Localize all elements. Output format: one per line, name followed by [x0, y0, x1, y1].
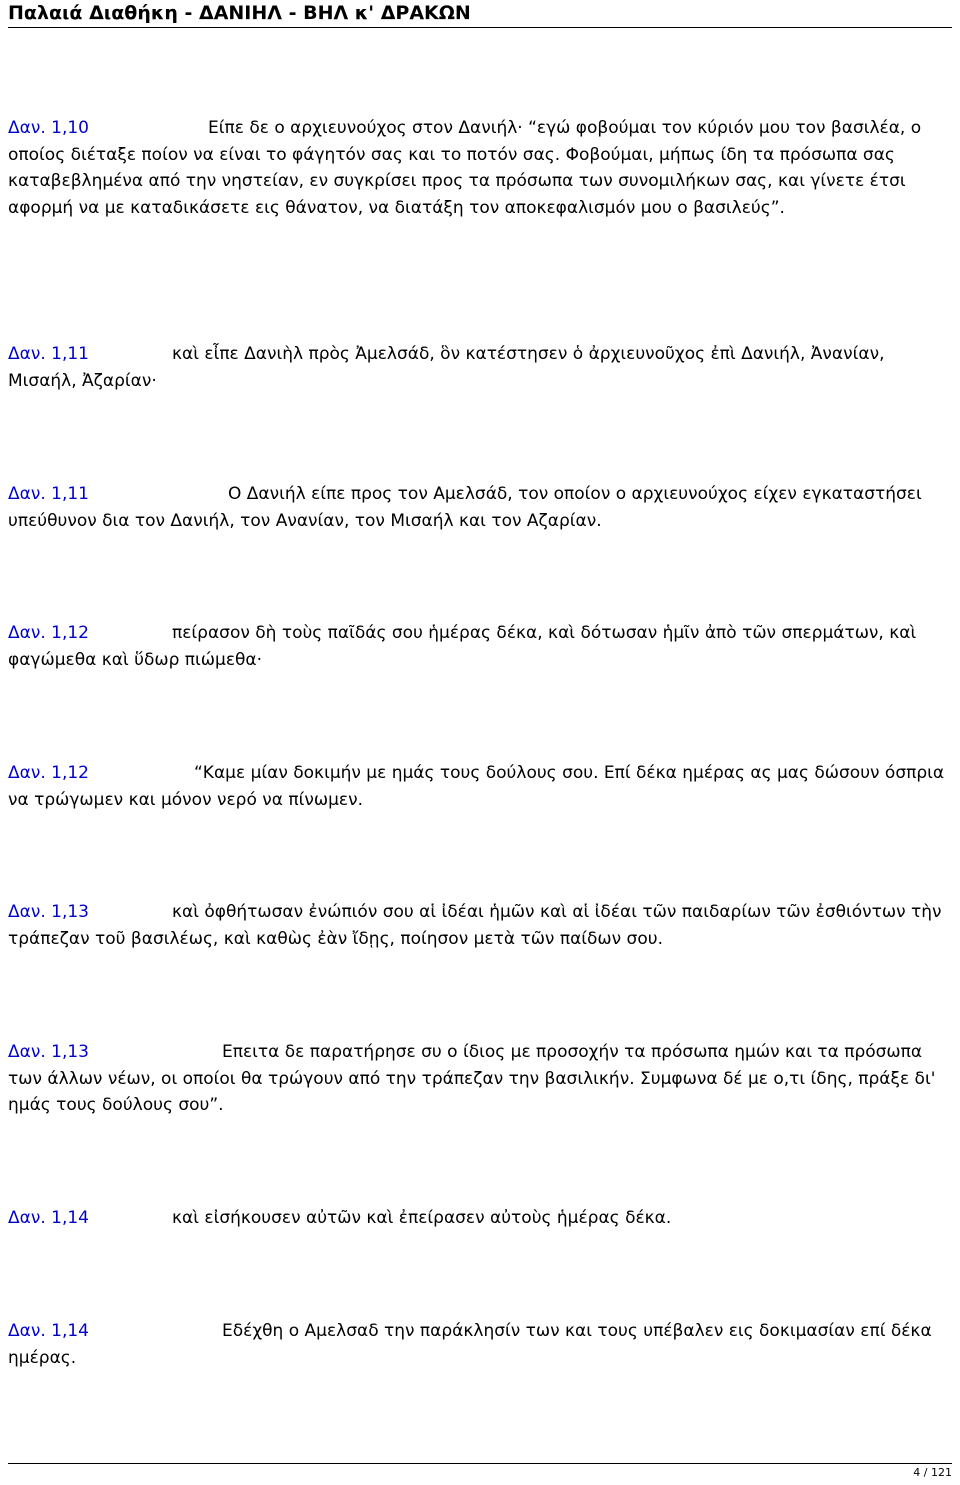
document-title: Παλαιά Διαθήκη - ΔΑΝΙΗΛ - ΒΗΛ κ' ΔΡΑΚΩΝ — [8, 2, 471, 24]
verse-block — [8, 481, 952, 534]
verse-block — [8, 1205, 952, 1232]
verse-reference[interactable]: Δαν. 1,10 — [8, 118, 89, 138]
verse-block — [8, 760, 952, 813]
verse-text: Ο Δανιήλ είπε προς τον Αμελσάδ, τον οποίον ο αρχιευνούχος είχεν εγκαταστήσει υπεύθυνον δια τον Δανιήλ, τον Ανανίαν, τον Μισαήλ και τον Αζαρίαν. — [8, 484, 922, 531]
verse-reference[interactable]: Δαν. 1,13 — [8, 902, 89, 922]
verse-block — [8, 1318, 952, 1371]
verse-reference[interactable]: Δαν. 1,11 — [8, 484, 89, 504]
footer-divider — [8, 1463, 952, 1464]
verse-block — [8, 341, 952, 394]
verse-text: Εδέχθη ο Αμελσαδ την παράκλησίν των και τους υπέβαλεν εις δοκιμασίαν επί δέκα ημέρας. — [8, 1321, 932, 1368]
verse-reference[interactable]: Δαν. 1,14 — [8, 1208, 89, 1228]
verse-block — [8, 1039, 952, 1119]
verse-block — [8, 620, 952, 673]
verse-text: καὶ εἰσήκουσεν αὐτῶν καὶ ἐπείρασεν αὐτοὺς ἡμέρας δέκα. — [172, 1208, 672, 1228]
verse-text: πείρασον δὴ τοὺς παῖδάς σου ἡμέρας δέκα, καὶ δότωσαν ἡμῖν ἀπὸ τῶν σπερμάτων, καὶ φαγώμεθα καὶ ὕδωρ πιώμεθα· — [8, 623, 917, 670]
verse-text: Είπε δε ο αρχιευνούχος στον Δανιήλ· “εγώ φοβούμαι τον κύριόν μου τον βασιλέα, ο οποίος διέταξε ποίον να είναι το φάγητόν σας και το ποτόν σας. Φοβούμαι, μήπως ίδη τα πρόσωπα σας καταβεβλημένα από την νηστείαν, εν συγκρίσει προς τα πρόσωπα των συνομιλήκων σας, και γίνετε έτσι αφορμή να με καταδικάσετε εις θάνατον, να διατάξη τον αποκεφαλισμόν μου ο βασιλεύς”. — [8, 118, 922, 218]
header-divider — [8, 27, 952, 28]
verse-text: “Καμε μίαν δοκιμήν με ημάς τους δούλους σου. Επί δέκα ημέρας ας μας δώσουν όσπρια να τρώγωμεν και μόνον νερό να πίνωμεν. — [8, 763, 945, 810]
verse-reference[interactable]: Δαν. 1,13 — [8, 1042, 89, 1062]
verse-reference[interactable]: Δαν. 1,11 — [8, 344, 89, 364]
page-number: 4 / 121 — [913, 1466, 952, 1479]
verse-block — [8, 899, 952, 952]
verse-block — [8, 115, 952, 221]
verse-reference[interactable]: Δαν. 1,14 — [8, 1321, 89, 1341]
verse-text: καὶ ὀφθήτωσαν ἐνώπιόν σου αἱ ἰδέαι ἡμῶν καὶ αἱ ἰδέαι τῶν παιδαρίων τῶν ἐσθιόντων τὴν τράπεζαν τοῦ βασιλέως, καὶ καθὼς ἐὰν ἴδῃς, ποίησον μετὰ τῶν παίδων σου. — [8, 902, 942, 949]
verse-reference[interactable]: Δαν. 1,12 — [8, 763, 89, 783]
verse-text: Επειτα δε παρατήρησε συ ο ίδιος με προσοχήν τα πρόσωπα ημών και τα πρόσωπα των άλλων νέων, οι οποίοι θα τρώγουν από την τράπεζαν την βασιλικήν. Συμφωνα δέ με ο,τι ίδης, πράξε δι' ημάς τους δούλους σου”. — [8, 1042, 936, 1115]
verse-reference[interactable]: Δαν. 1,12 — [8, 623, 89, 643]
verse-text: καὶ εἶπε Δανιὴλ πρὸς Ἀμελσάδ, ὃν κατέστησεν ὁ ἀρχιευνοῦχος ἐπὶ Δανιήλ, Ἀνανίαν, Μισαήλ, Ἀζαρίαν· — [8, 344, 885, 391]
